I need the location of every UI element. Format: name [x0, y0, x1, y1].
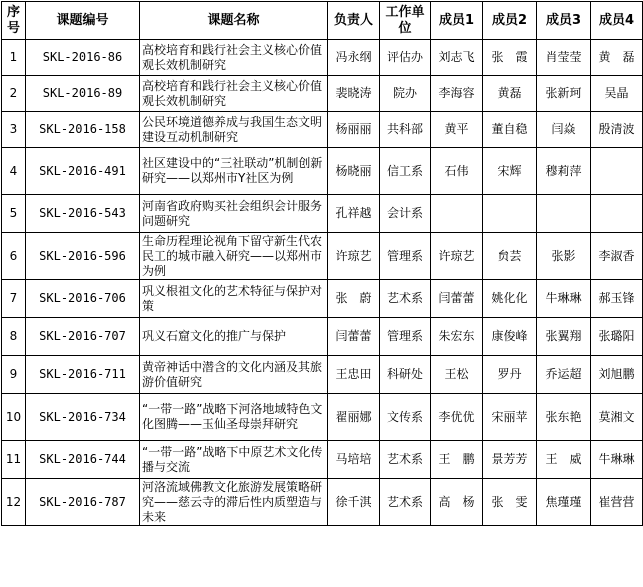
- member-1: 石伟: [431, 148, 483, 195]
- project-leader: 闫蕾蕾: [328, 318, 380, 356]
- project-leader: 孔祥越: [328, 195, 380, 233]
- work-unit: 管理系: [380, 318, 431, 356]
- header-member-2: 成员2: [483, 2, 537, 40]
- member-3: 肖莹莹: [537, 40, 591, 76]
- project-leader: 冯永纲: [328, 40, 380, 76]
- member-4: 黄 磊: [591, 40, 643, 76]
- member-3: 张翼翔: [537, 318, 591, 356]
- member-1: 黄平: [431, 112, 483, 148]
- table-row: [2, 318, 643, 356]
- header-unit: 工作单位: [380, 2, 431, 40]
- member-4: 刘旭鹏: [591, 356, 643, 394]
- row-number: 1: [2, 40, 26, 76]
- table-row: [2, 112, 643, 148]
- header-title: 课题名称: [140, 2, 328, 40]
- project-code: SKL-2016-89: [26, 76, 140, 112]
- project-title: 巩义石窟文化的推广与保护: [140, 318, 328, 356]
- project-code: SKL-2016-491: [26, 148, 140, 195]
- work-unit: 共科部: [380, 112, 431, 148]
- member-2: 张 雯: [483, 479, 537, 526]
- project-title: “一带一路”战略下中原艺术文化传播与交流: [140, 441, 328, 479]
- project-leader: 裴晓涛: [328, 76, 380, 112]
- table-row: [2, 479, 643, 526]
- member-4: 郝玉锋: [591, 280, 643, 318]
- row-number: 4: [2, 148, 26, 195]
- table-row: [2, 441, 643, 479]
- table-row: [2, 148, 643, 195]
- member-2: 景芳芳: [483, 441, 537, 479]
- member-2: 罗丹: [483, 356, 537, 394]
- member-1: 许琼艺: [431, 233, 483, 280]
- member-2: 康俊峰: [483, 318, 537, 356]
- work-unit: 院办: [380, 76, 431, 112]
- member-3: 乔运超: [537, 356, 591, 394]
- project-title: 高校培育和践行社会主义核心价值观长效机制研究: [140, 76, 328, 112]
- member-1: 李优优: [431, 394, 483, 441]
- member-3: 穆莉萍: [537, 148, 591, 195]
- table-row: [2, 280, 643, 318]
- row-number: 9: [2, 356, 26, 394]
- member-3: 张新珂: [537, 76, 591, 112]
- member-3: 焦瑾瑾: [537, 479, 591, 526]
- member-3: 王 威: [537, 441, 591, 479]
- row-number: 8: [2, 318, 26, 356]
- member-1: 朱宏东: [431, 318, 483, 356]
- project-title: 生命历程理论视角下留守新生代农民工的城市融入研究——以郑州市为例: [140, 233, 328, 280]
- project-code: SKL-2016-706: [26, 280, 140, 318]
- project-code: SKL-2016-744: [26, 441, 140, 479]
- work-unit: 会计系: [380, 195, 431, 233]
- project-title: 社区建设中的“三社联动”机制创新研究——以郑州市Y社区为例: [140, 148, 328, 195]
- table-body: [2, 40, 643, 526]
- work-unit: 艺术系: [380, 479, 431, 526]
- header-leader: 负责人: [328, 2, 380, 40]
- header-member-3: 成员3: [537, 2, 591, 40]
- work-unit: 信工系: [380, 148, 431, 195]
- work-unit: 艺术系: [380, 280, 431, 318]
- work-unit: 文传系: [380, 394, 431, 441]
- project-leader: 翟丽娜: [328, 394, 380, 441]
- header-code: 课题编号: [26, 2, 140, 40]
- project-code: SKL-2016-734: [26, 394, 140, 441]
- project-title: 高校培育和践行社会主义核心价值观长效机制研究: [140, 40, 328, 76]
- member-2: 宋丽苹: [483, 394, 537, 441]
- member-4: [591, 195, 643, 233]
- table-row: [2, 76, 643, 112]
- project-title: “一带一路”战略下河洛地域特色文化图腾——玉仙圣母崇拜研究: [140, 394, 328, 441]
- project-code: SKL-2016-711: [26, 356, 140, 394]
- project-leader: 杨晓丽: [328, 148, 380, 195]
- row-number: 12: [2, 479, 26, 526]
- row-number: 2: [2, 76, 26, 112]
- member-2: 黄磊: [483, 76, 537, 112]
- member-4: [591, 148, 643, 195]
- member-2: 宋辉: [483, 148, 537, 195]
- project-code: SKL-2016-787: [26, 479, 140, 526]
- table-row: [2, 233, 643, 280]
- member-4: 殷清波: [591, 112, 643, 148]
- member-1: 王松: [431, 356, 483, 394]
- project-title: 公民环境道德养成与我国生态文明建设互动机制研究: [140, 112, 328, 148]
- work-unit: 评估办: [380, 40, 431, 76]
- member-1: 李海容: [431, 76, 483, 112]
- member-3: 牛琳琳: [537, 280, 591, 318]
- row-number: 11: [2, 441, 26, 479]
- project-title: 巩义根祖文化的艺术特征与保护对策: [140, 280, 328, 318]
- header-row: [2, 2, 643, 40]
- header-member-4: 成员4: [591, 2, 643, 40]
- member-2: 姚化化: [483, 280, 537, 318]
- member-3: 闫焱: [537, 112, 591, 148]
- member-3: 张东艳: [537, 394, 591, 441]
- member-1: [431, 195, 483, 233]
- work-unit: 艺术系: [380, 441, 431, 479]
- table-row: [2, 394, 643, 441]
- project-code: SKL-2016-596: [26, 233, 140, 280]
- project-leader: 马培培: [328, 441, 380, 479]
- work-unit: 管理系: [380, 233, 431, 280]
- table-row: [2, 195, 643, 233]
- project-leader: 徐千淇: [328, 479, 380, 526]
- row-number: 7: [2, 280, 26, 318]
- member-4: 崔营营: [591, 479, 643, 526]
- project-leader: 许琼艺: [328, 233, 380, 280]
- member-3: [537, 195, 591, 233]
- row-number: 6: [2, 233, 26, 280]
- table-row: [2, 40, 643, 76]
- project-leader: 杨丽丽: [328, 112, 380, 148]
- member-3: 张影: [537, 233, 591, 280]
- member-1: 刘志飞: [431, 40, 483, 76]
- project-leader: 王忠田: [328, 356, 380, 394]
- member-1: 高 杨: [431, 479, 483, 526]
- member-2: 贠芸: [483, 233, 537, 280]
- project-leader: 张 蔚: [328, 280, 380, 318]
- member-4: 牛琳琳: [591, 441, 643, 479]
- member-2: 董自稳: [483, 112, 537, 148]
- project-code: SKL-2016-158: [26, 112, 140, 148]
- project-table: [1, 1, 643, 526]
- project-code: SKL-2016-707: [26, 318, 140, 356]
- row-number: 3: [2, 112, 26, 148]
- member-2: [483, 195, 537, 233]
- member-2: 张 霞: [483, 40, 537, 76]
- project-code: SKL-2016-543: [26, 195, 140, 233]
- member-4: 吴晶: [591, 76, 643, 112]
- project-code: SKL-2016-86: [26, 40, 140, 76]
- member-4: 李淑香: [591, 233, 643, 280]
- table-row: [2, 356, 643, 394]
- project-title: 河洛流域佛教文化旅游发展策略研究——慈云寺的滞后性内质塑造与未来: [140, 479, 328, 526]
- header-no: 序号: [2, 2, 26, 40]
- header-member-1: 成员1: [431, 2, 483, 40]
- project-title: 河南省政府购买社会组织会计服务问题研究: [140, 195, 328, 233]
- row-number: 5: [2, 195, 26, 233]
- project-title: 黄帝神话中潜含的文化内涵及其旅游价值研究: [140, 356, 328, 394]
- member-1: 闫蕾蕾: [431, 280, 483, 318]
- row-number: 10: [2, 394, 26, 441]
- member-4: 张璐阳: [591, 318, 643, 356]
- work-unit: 科研处: [380, 356, 431, 394]
- member-4: 莫湘文: [591, 394, 643, 441]
- member-1: 王 鹏: [431, 441, 483, 479]
